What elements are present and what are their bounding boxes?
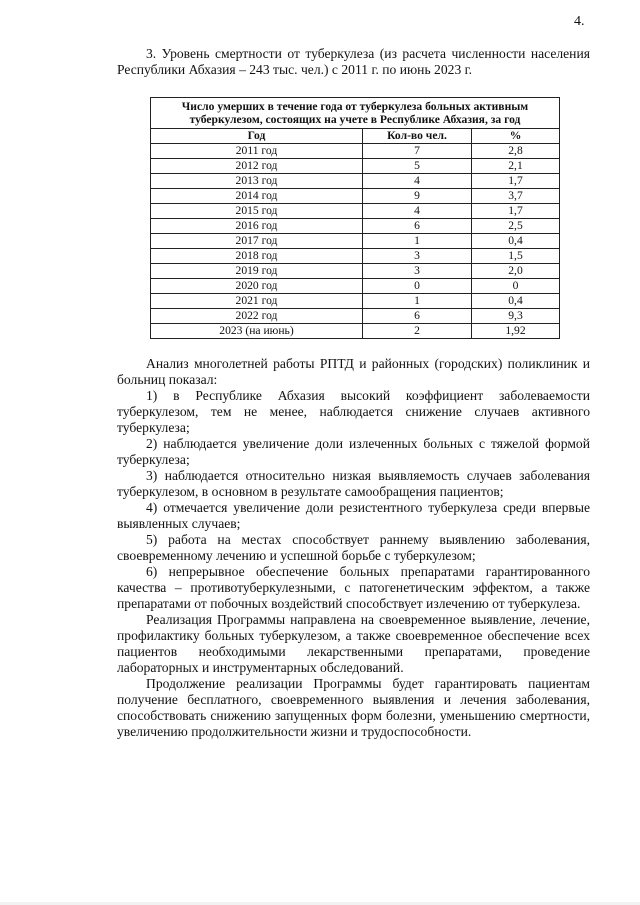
table-row: [151, 174, 560, 189]
header-year: Год: [151, 129, 363, 144]
cell-year: 2012 год: [151, 159, 363, 174]
paragraph: 6) непрерывное обеспечение больных препаратами гарантированного качества – противотуберкулезными, с патогенетическим эффектом, а также препаратами от побочных воздействий способствует излечению от туберкулеза.: [117, 564, 590, 611]
cell-count: 6: [363, 309, 472, 324]
paragraph: 1) в Республике Абхазия высокий коэффициент заболеваемости туберкулезом, тем не менее, наблюдается снижение случаев активного туберкулеза;: [117, 388, 590, 435]
paragraph: Реализация Программы направлена на своевременное выявление, лечение, профилактику больных туберкулезом, а также своевременное обеспечение всех пациентов необходимыми лекарственными препаратами, проведение лабораторных и инструментарных обследований.: [117, 612, 590, 675]
cell-count: 4: [363, 174, 472, 189]
cell-percent: 9,3: [472, 309, 560, 324]
cell-count: 4: [363, 204, 472, 219]
body-paragraphs: [117, 356, 590, 740]
cell-year: 2022 год: [151, 309, 363, 324]
page-number: 4.: [574, 14, 585, 29]
table-row: [151, 144, 560, 159]
cell-year: 2011 год: [151, 144, 363, 159]
cell-year: 2020 год: [151, 279, 363, 294]
cell-percent: 2,0: [472, 264, 560, 279]
table-body: [151, 144, 560, 339]
cell-count: 9: [363, 189, 472, 204]
cell-year: 2014 год: [151, 189, 363, 204]
cell-percent: 0,4: [472, 294, 560, 309]
table-row: [151, 264, 560, 279]
paragraph: 2) наблюдается увеличение доли излеченных больных с тяжелой формой туберкулеза;: [117, 436, 590, 467]
table-row: [151, 219, 560, 234]
cell-percent: 1,5: [472, 249, 560, 264]
header-count: Кол-во чел.: [363, 129, 472, 144]
cell-year: 2019 год: [151, 264, 363, 279]
cell-year: 2015 год: [151, 204, 363, 219]
table-row: [151, 234, 560, 249]
table-row: [151, 249, 560, 264]
cell-percent: 0,4: [472, 234, 560, 249]
cell-year: 2013 год: [151, 174, 363, 189]
mortality-table: [150, 97, 560, 339]
cell-percent: 2,8: [472, 144, 560, 159]
table-row: [151, 204, 560, 219]
paragraph: Анализ многолетней работы РПТД и районных (городских) поликлиник и больниц показал:: [117, 356, 590, 387]
cell-year: 2018 год: [151, 249, 363, 264]
cell-percent: 1,7: [472, 204, 560, 219]
cell-count: 1: [363, 234, 472, 249]
cell-percent: 0: [472, 279, 560, 294]
cell-count: 1: [363, 294, 472, 309]
table-row: [151, 324, 560, 339]
table-row: [151, 294, 560, 309]
paragraph: 3) наблюдается относительно низкая выявляемость случаев заболевания туберкулезом, в основном в результате самообращения пациентов;: [117, 468, 590, 499]
cell-year: 2016 год: [151, 219, 363, 234]
paragraph: 4) отмечается увеличение доли резистентного туберкулеза среди впервые выявленных случаев;: [117, 500, 590, 531]
header-percent: %: [472, 129, 560, 144]
cell-year: 2023 (на июнь): [151, 324, 363, 339]
paragraph: Продолжение реализации Программы будет гарантировать пациентам получение бесплатного, своевременного выявления и лечения заболевания, способствовать снижению запущенных форм болезни, уменьшению смертности, увеличению продолжительности жизни и трудоспособности.: [117, 676, 590, 739]
table-caption: Число умерших в течение года от туберкулеза больных активным туберкулезом, состоящих на учете в Республике Абхазия, за год: [151, 98, 560, 129]
cell-count: 2: [363, 324, 472, 339]
table-row: [151, 159, 560, 174]
paragraph: 5) работа на местах способствует раннему выявлению заболевания, своевременному лечению и успешной борьбе с туберкулезом;: [117, 532, 590, 563]
table-row: [151, 309, 560, 324]
document-body: [117, 46, 590, 740]
cell-count: 3: [363, 249, 472, 264]
cell-year: 2021 год: [151, 294, 363, 309]
cell-percent: 3,7: [472, 189, 560, 204]
cell-year: 2017 год: [151, 234, 363, 249]
section-intro: 3. Уровень смертности от туберкулеза (из расчета численности населения Республики Абхазия – 243 тыс. чел.) с 2011 г. по июнь 2023 г.: [117, 46, 590, 77]
table-row: [151, 189, 560, 204]
table-row: [151, 279, 560, 294]
cell-count: 3: [363, 264, 472, 279]
cell-count: 7: [363, 144, 472, 159]
cell-percent: 1,7: [472, 174, 560, 189]
cell-percent: 1,92: [472, 324, 560, 339]
cell-count: 0: [363, 279, 472, 294]
cell-count: 5: [363, 159, 472, 174]
cell-percent: 2,5: [472, 219, 560, 234]
cell-count: 6: [363, 219, 472, 234]
cell-percent: 2,1: [472, 159, 560, 174]
